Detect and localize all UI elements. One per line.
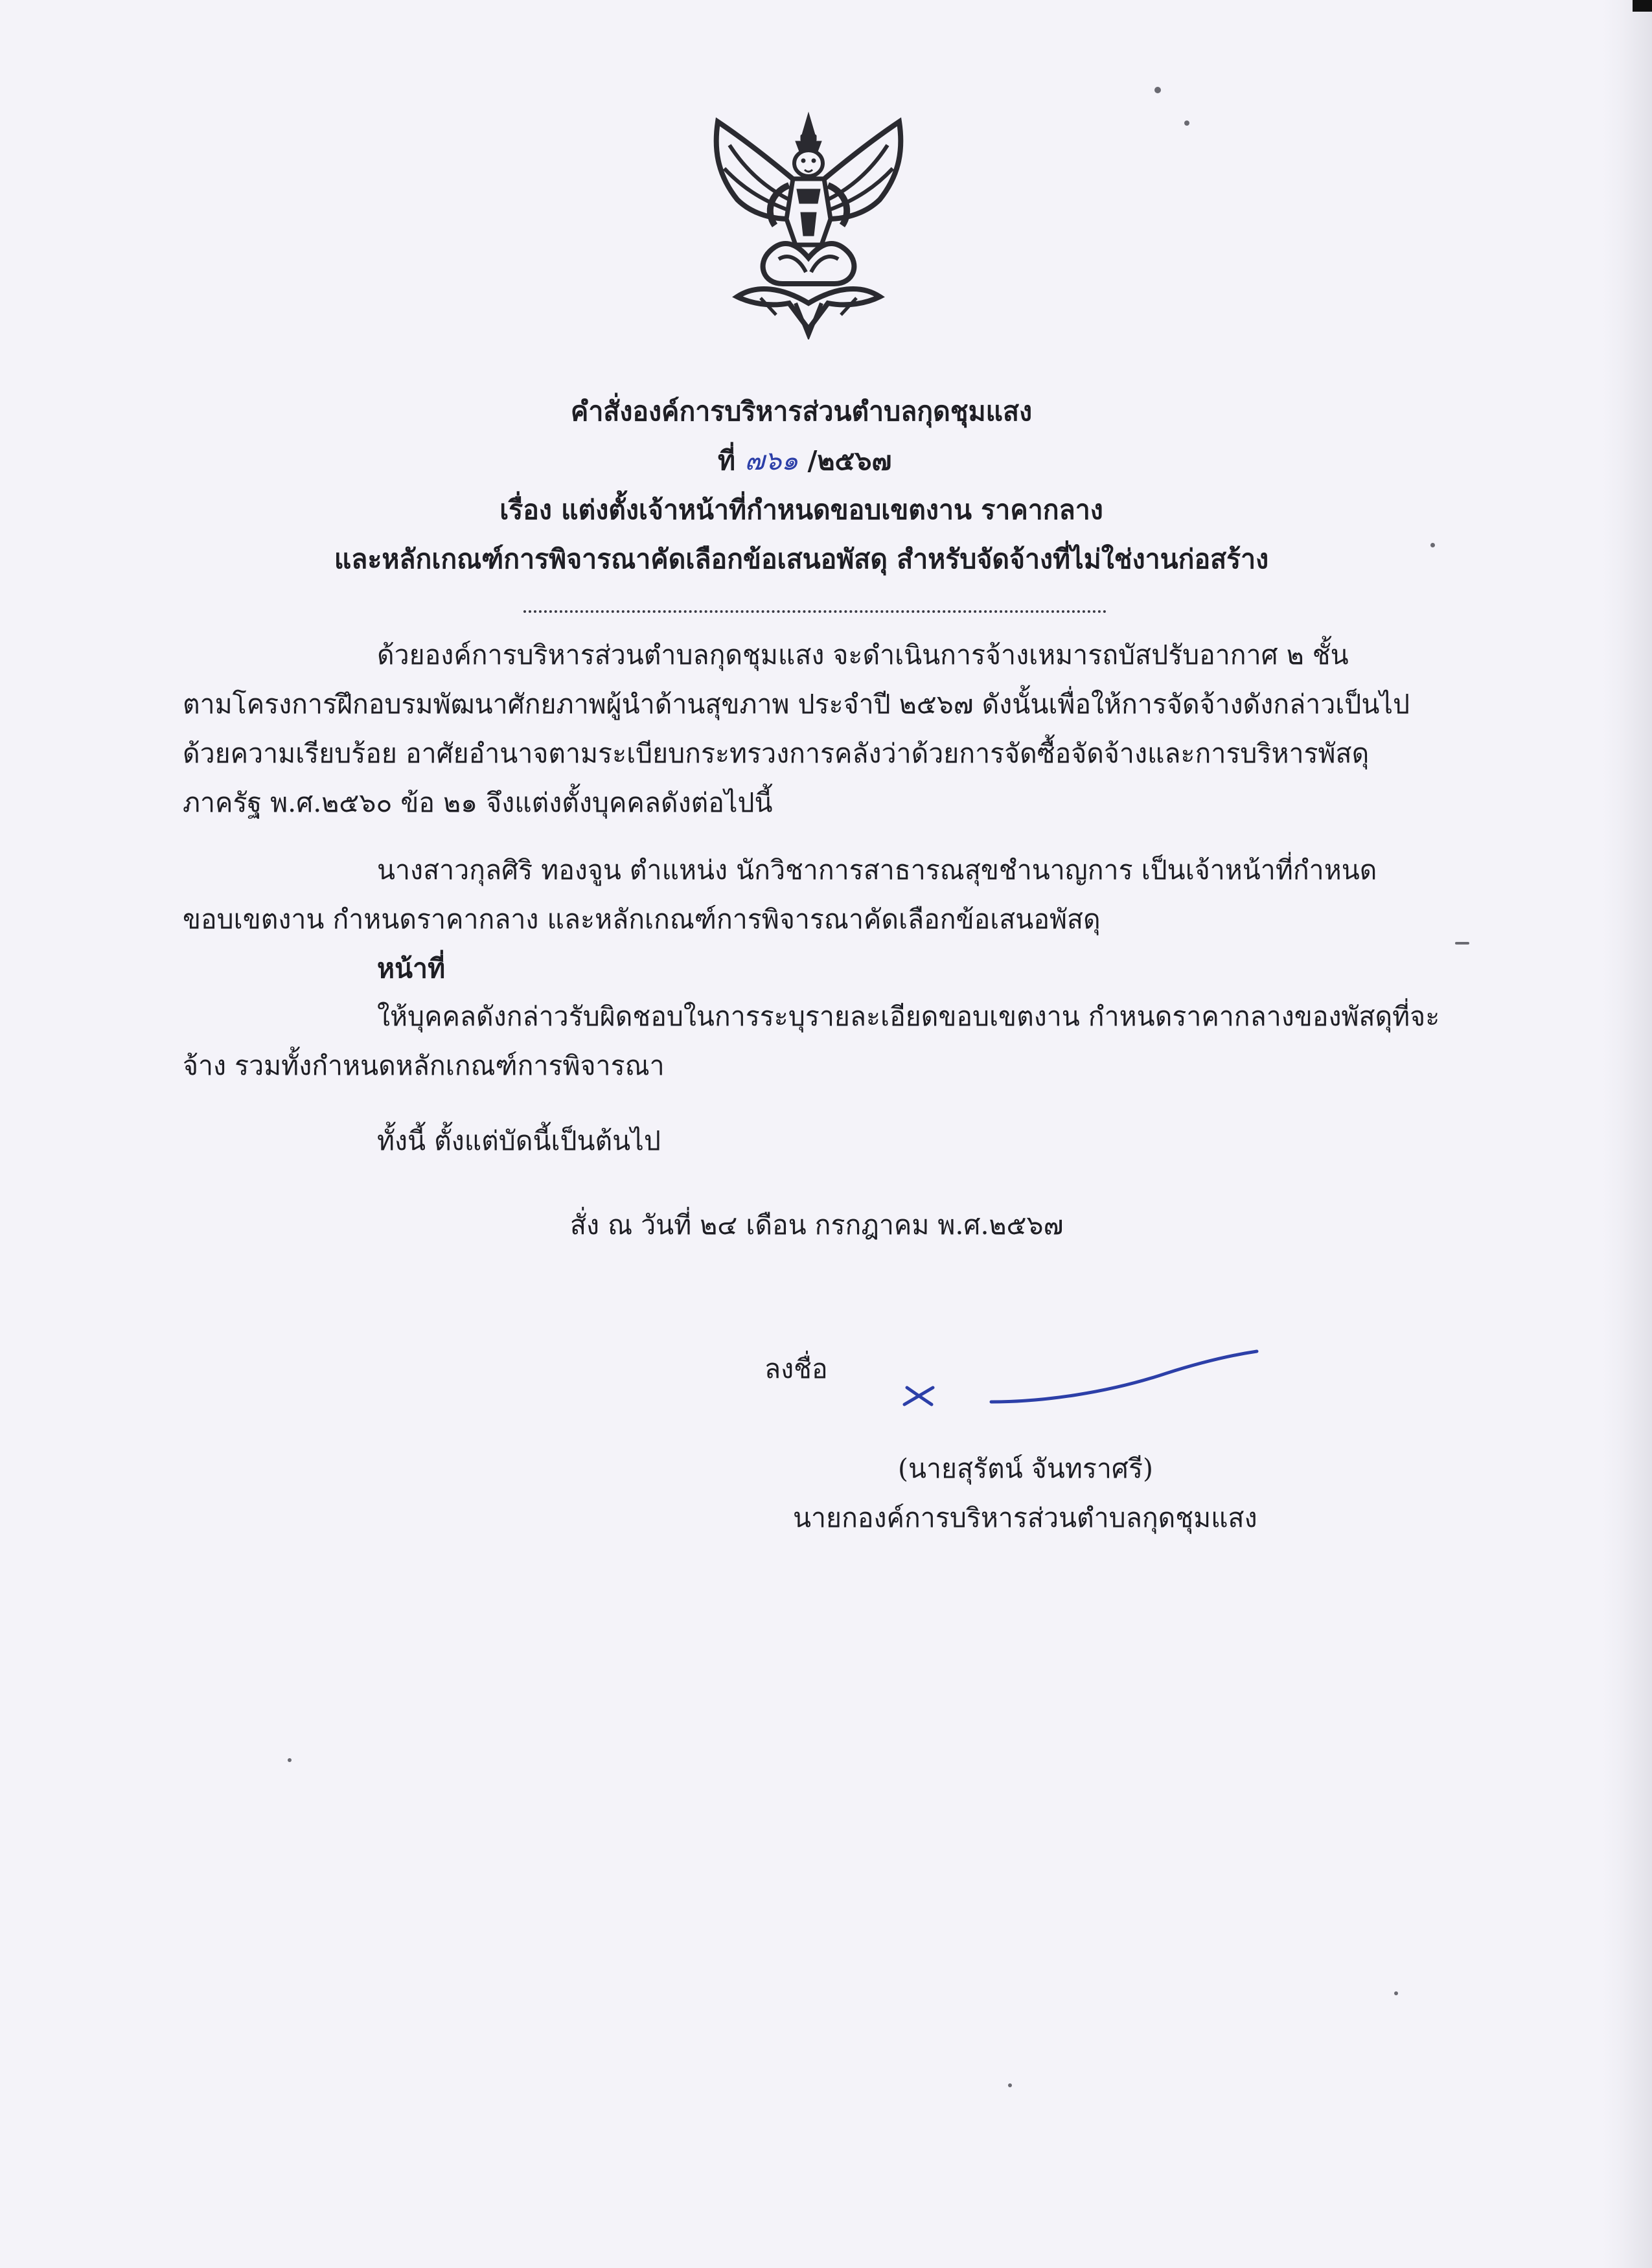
duty-line-2: จ้าง รวมทั้งกำหนดหลักเกณฑ์การพิจารณา bbox=[183, 1050, 665, 1081]
order-number-year: /๒๕๖๗ bbox=[807, 445, 892, 476]
signer-position: นายกองค์การบริหารส่วนตำบลกุดชุมแสง bbox=[793, 1502, 1257, 1533]
order-number-label: ที่ bbox=[718, 445, 736, 476]
sign-label: ลงชื่อ bbox=[764, 1353, 828, 1384]
para1-line-4: ภาครัฐ พ.ศ.๒๕๖๐ ข้อ ๒๑ จึงแต่งตั้งบุคคลดังต่อไปนี้ bbox=[183, 787, 773, 818]
signer-name: (นายสุรัตน์ จันทราศรี) bbox=[898, 1453, 1153, 1484]
paper-speck bbox=[1184, 120, 1189, 126]
para1-line-2: ตามโครงการฝึกอบรมพัฒนาศักยภาพผู้นำด้านสุขภาพ ประจำปี ๒๕๖๗ ดังนั้นเพื่อให้การจัดจ้างดังกล่าวเป็นไป bbox=[183, 689, 1410, 720]
paper-speck bbox=[1154, 87, 1161, 93]
para2-line-2: ขอบเขตงาน กำหนดราคากลาง และหลักเกณฑ์การพิจารณาคัดเลือกข้อเสนอพัสดุ bbox=[183, 904, 1101, 935]
effective-statement: ทั้งนี้ ตั้งแต่บัดนี้เป็นต้นไป bbox=[377, 1125, 661, 1156]
para1-line-1: ด้วยองค์การบริหารส่วนตำบลกุดชุมแสง จะดำเนินการจ้างเหมารถบัสปรับอากาศ ๒ ชั้น bbox=[377, 639, 1349, 670]
para1-line-3: ด้วยความเรียบร้อย อาศัยอำนาจตามระเบียบกระทรวงการคลังว่าด้วยการจัดซื้อจัดจ้างและการบริหารพัสดุ bbox=[183, 738, 1370, 769]
garuda-emblem bbox=[698, 109, 919, 339]
paper-speck bbox=[288, 1758, 292, 1762]
subject-line-2: และหลักเกณฑ์การพิจารณาคัดเลือกข้อเสนอพัสดุ สำหรับจัดจ้างที่ไม่ใช่งานก่อสร้าง bbox=[334, 544, 1269, 575]
scan-edge-shadow bbox=[1603, 0, 1652, 2268]
handwritten-signature bbox=[894, 1334, 1270, 1419]
scan-edge-mark bbox=[1633, 0, 1652, 12]
para2-line-1: นางสาวกุลศิริ ทองจูน ตำแหน่ง นักวิชาการสาธารณสุขชำนาญการ เป็นเจ้าหน้าที่กำหนด bbox=[377, 854, 1377, 886]
order-number-handwritten: ๗๖๑ bbox=[744, 445, 799, 476]
paper-speck bbox=[1430, 543, 1435, 547]
paper-speck bbox=[1394, 1991, 1398, 1995]
order-date: สั่ง ณ วันที่ ๒๔ เดือน กรกฎาคม พ.ศ.๒๕๖๗ bbox=[570, 1209, 1064, 1241]
paper-speck bbox=[1455, 942, 1469, 945]
subject-line-1: เรื่อง แต่งตั้งเจ้าหน้าที่กำหนดขอบเขตงาน ราคากลาง bbox=[499, 494, 1103, 525]
paper-speck bbox=[1008, 2083, 1012, 2087]
duty-heading: หน้าที่ bbox=[377, 953, 446, 984]
order-number bbox=[718, 442, 891, 479]
separator-dotted-line bbox=[523, 610, 1107, 613]
order-title: คำสั่งองค์การบริหารส่วนตำบลกุดชุมแสง bbox=[570, 396, 1033, 427]
duty-line-1: ให้บุคคลดังกล่าวรับผิดชอบในการระบุรายละเอียดขอบเขตงาน กำหนดราคากลางของพัสดุที่จะ bbox=[377, 1001, 1440, 1032]
